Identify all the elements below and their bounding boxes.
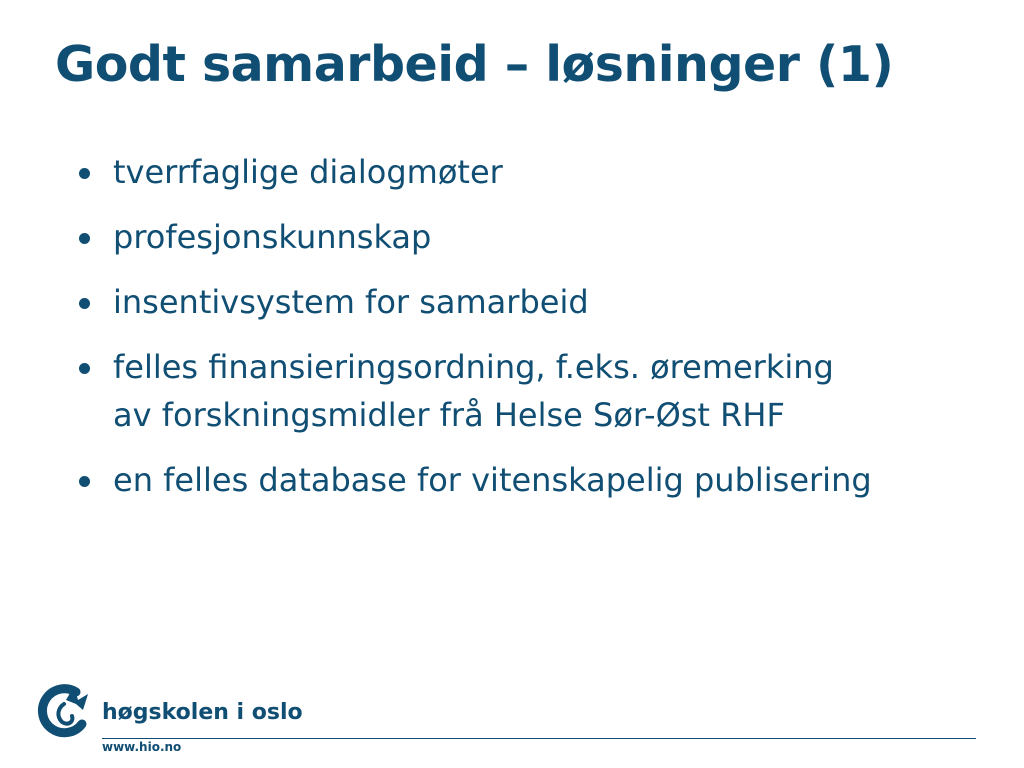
bullet-item	[75, 456, 975, 504]
footer-divider	[102, 738, 976, 739]
footer-logo	[36, 676, 356, 756]
bullet-dot-icon	[79, 298, 90, 309]
bullet-text: en felles database for vitenskapelig publisering	[113, 461, 872, 499]
bullet-dot-icon	[79, 476, 90, 487]
bullet-item	[75, 343, 975, 439]
hio-logo-icon	[36, 678, 98, 740]
bullet-text: felles finansieringsordning, f.eks. øremerking av forskningsmidler frå Helse Sør-Øst RHF	[113, 348, 834, 434]
slide-title: Godt samarbeid – løsninger (1)	[55, 36, 894, 93]
bullet-dot-icon	[79, 233, 90, 244]
logo-url: www.hio.no	[102, 740, 182, 754]
bullet-dot-icon	[79, 168, 90, 179]
bullet-text: insentivsystem for samarbeid	[113, 283, 589, 321]
logo-name: høgskolen i oslo	[102, 700, 303, 725]
bullet-text: tverrfaglige dialogmøter	[113, 153, 503, 191]
bullet-item	[75, 213, 975, 261]
bullet-item	[75, 148, 975, 196]
bullet-item	[75, 278, 975, 326]
bullet-dot-icon	[79, 363, 90, 374]
bullet-list	[75, 148, 975, 521]
bullet-text: profesjonskunnskap	[113, 218, 432, 256]
